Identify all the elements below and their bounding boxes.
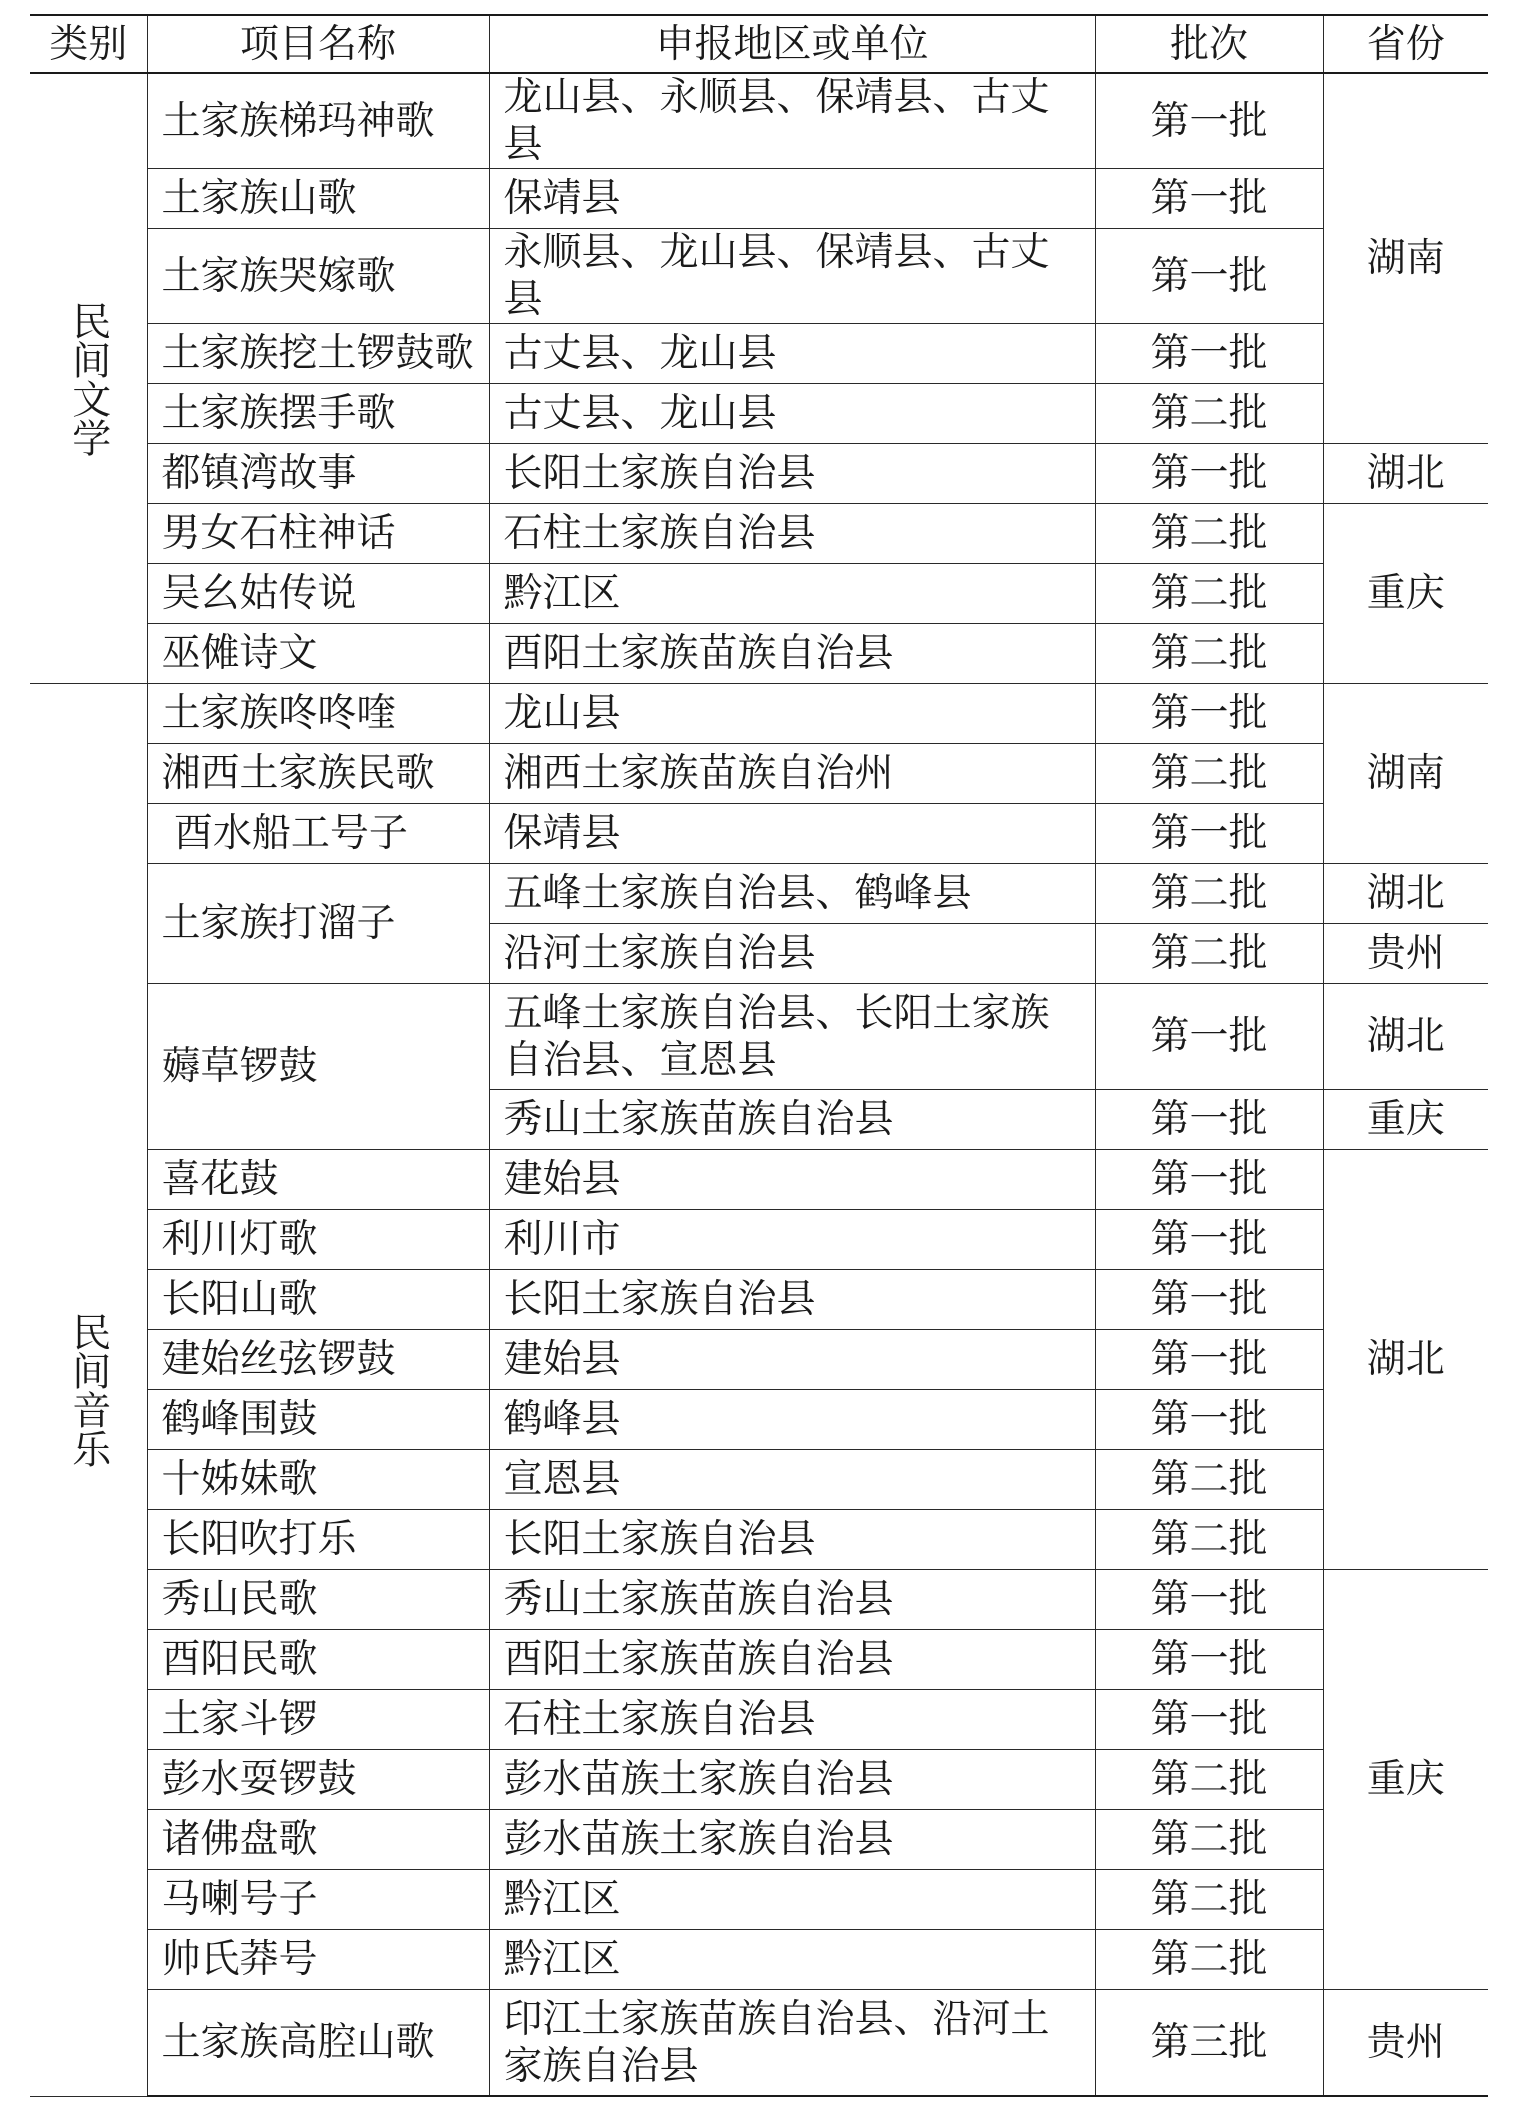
- project-name: 长阳吹打乐: [147, 1510, 489, 1570]
- table-row: [30, 1150, 1488, 1210]
- heritage-table-container: [30, 14, 1488, 2097]
- project-region: 湘西土家族苗族自治州: [489, 744, 1095, 804]
- category-folk-music: [30, 684, 147, 2097]
- project-batch: 第一批: [1095, 229, 1323, 324]
- project-batch: 第一批: [1095, 1690, 1323, 1750]
- province-cell: 贵州: [1323, 924, 1488, 984]
- project-region: 五峰土家族自治县、鹤峰县: [489, 864, 1095, 924]
- project-name: 鹤峰围鼓: [147, 1390, 489, 1450]
- project-region: 龙山县、永顺县、保靖县、古丈县: [489, 73, 1095, 169]
- province-cell: 湖北: [1323, 444, 1488, 504]
- project-name: 帅氏莽号: [147, 1930, 489, 1990]
- project-batch: 第一批: [1095, 1630, 1323, 1690]
- header-category: 类别: [30, 15, 147, 73]
- project-region: 利川市: [489, 1210, 1095, 1270]
- project-region: 永顺县、龙山县、保靖县、古丈县: [489, 229, 1095, 324]
- project-batch: 第二批: [1095, 504, 1323, 564]
- table-row: [30, 504, 1488, 564]
- project-name: 薅草锣鼓: [147, 984, 489, 1150]
- project-batch: 第一批: [1095, 444, 1323, 504]
- project-name: 男女石柱神话: [147, 504, 489, 564]
- project-batch: 第一批: [1095, 804, 1323, 864]
- project-region: 黔江区: [489, 1930, 1095, 1990]
- project-region: 酉阳土家族苗族自治县: [489, 624, 1095, 684]
- project-batch: 第一批: [1095, 1330, 1323, 1390]
- table-row: [30, 169, 1488, 229]
- project-name: 土家族梯玛神歌: [147, 73, 489, 169]
- project-name: 吴幺姑传说: [147, 564, 489, 624]
- table-row: [30, 324, 1488, 384]
- project-batch: 第二批: [1095, 384, 1323, 444]
- table-header-row: [30, 15, 1488, 73]
- project-name: 土家族高腔山歌: [147, 1990, 489, 2097]
- project-batch: 第一批: [1095, 1210, 1323, 1270]
- project-region: 建始县: [489, 1150, 1095, 1210]
- project-name: 秀山民歌: [147, 1570, 489, 1630]
- project-batch: 第一批: [1095, 1570, 1323, 1630]
- project-name: 土家族挖土锣鼓歌: [147, 324, 489, 384]
- project-region: 建始县: [489, 1330, 1095, 1390]
- project-region: 长阳土家族自治县: [489, 444, 1095, 504]
- table-row: [30, 1330, 1488, 1390]
- project-region: 宣恩县: [489, 1450, 1095, 1510]
- table-row: [30, 684, 1488, 744]
- category-label: 民间音乐: [65, 1311, 111, 1468]
- project-batch: 第二批: [1095, 744, 1323, 804]
- project-name: 湘西土家族民歌: [147, 744, 489, 804]
- project-region: 长阳土家族自治县: [489, 1510, 1095, 1570]
- project-region: 石柱土家族自治县: [489, 1690, 1095, 1750]
- table-row: [30, 1930, 1488, 1990]
- table-row: [30, 73, 1488, 169]
- project-region: 酉阳土家族苗族自治县: [489, 1630, 1095, 1690]
- project-batch: 第一批: [1095, 984, 1323, 1090]
- project-name: 酉水船工号子: [147, 804, 489, 864]
- project-name: 土家族哭嫁歌: [147, 229, 489, 324]
- project-name: 土家斗锣: [147, 1690, 489, 1750]
- table-row: [30, 1810, 1488, 1870]
- table-row: [30, 229, 1488, 324]
- project-batch: 第一批: [1095, 684, 1323, 744]
- project-region: 保靖县: [489, 804, 1095, 864]
- project-name: 土家族咚咚喹: [147, 684, 489, 744]
- province-cell: 重庆: [1323, 1570, 1488, 1990]
- project-batch: 第二批: [1095, 1810, 1323, 1870]
- header-province: 省份: [1323, 15, 1488, 73]
- project-name: 土家族打溜子: [147, 864, 489, 984]
- province-cell: 湖北: [1323, 1150, 1488, 1570]
- province-cell: 湖南: [1323, 73, 1488, 444]
- province-cell: 重庆: [1323, 1090, 1488, 1150]
- project-region: 保靖县: [489, 169, 1095, 229]
- project-name: 彭水耍锣鼓: [147, 1750, 489, 1810]
- table-row: [30, 1510, 1488, 1570]
- header-region: 申报地区或单位: [489, 15, 1095, 73]
- table-row: [30, 744, 1488, 804]
- project-region: 秀山土家族苗族自治县: [489, 1090, 1095, 1150]
- project-region: 彭水苗族土家族自治县: [489, 1810, 1095, 1870]
- table-row: [30, 1210, 1488, 1270]
- table-row: [30, 384, 1488, 444]
- project-name: 都镇湾故事: [147, 444, 489, 504]
- project-region: 沿河土家族自治县: [489, 924, 1095, 984]
- header-batch: 批次: [1095, 15, 1323, 73]
- project-region: 长阳土家族自治县: [489, 1270, 1095, 1330]
- project-name: 长阳山歌: [147, 1270, 489, 1330]
- project-batch: 第二批: [1095, 1930, 1323, 1990]
- project-batch: 第二批: [1095, 1750, 1323, 1810]
- project-batch: 第二批: [1095, 564, 1323, 624]
- table-row: [30, 864, 1488, 924]
- category-folk-literature: [30, 73, 147, 684]
- table-row: [30, 624, 1488, 684]
- project-region: 黔江区: [489, 1870, 1095, 1930]
- project-batch: 第一批: [1095, 169, 1323, 229]
- project-region: 印江土家族苗族自治县、沿河土家族自治县: [489, 1990, 1095, 2097]
- project-region: 黔江区: [489, 564, 1095, 624]
- table-row: [30, 1690, 1488, 1750]
- project-region: 五峰土家族自治县、长阳土家族自治县、宣恩县: [489, 984, 1095, 1090]
- project-batch: 第一批: [1095, 324, 1323, 384]
- project-batch: 第一批: [1095, 1090, 1323, 1150]
- project-name: 诸佛盘歌: [147, 1810, 489, 1870]
- project-name: 土家族摆手歌: [147, 384, 489, 444]
- project-batch: 第一批: [1095, 1150, 1323, 1210]
- project-batch: 第一批: [1095, 1270, 1323, 1330]
- table-row: [30, 1630, 1488, 1690]
- project-region: 古丈县、龙山县: [489, 384, 1095, 444]
- project-batch: 第一批: [1095, 1390, 1323, 1450]
- project-batch: 第二批: [1095, 864, 1323, 924]
- project-batch: 第二批: [1095, 1510, 1323, 1570]
- project-region: 彭水苗族土家族自治县: [489, 1750, 1095, 1810]
- table-row: [30, 444, 1488, 504]
- project-region: 石柱土家族自治县: [489, 504, 1095, 564]
- project-name: 酉阳民歌: [147, 1630, 489, 1690]
- province-cell: 重庆: [1323, 504, 1488, 684]
- header-project-name: 项目名称: [147, 15, 489, 73]
- project-batch: 第二批: [1095, 624, 1323, 684]
- table-row: [30, 804, 1488, 864]
- province-cell: 湖北: [1323, 864, 1488, 924]
- project-batch: 第三批: [1095, 1990, 1323, 2097]
- table-row: [30, 1990, 1488, 2097]
- project-batch: 第一批: [1095, 73, 1323, 169]
- table-row: [30, 564, 1488, 624]
- project-region: 鹤峰县: [489, 1390, 1095, 1450]
- project-name: 马喇号子: [147, 1870, 489, 1930]
- table-row: [30, 984, 1488, 1090]
- table-row: [30, 1390, 1488, 1450]
- project-name: 土家族山歌: [147, 169, 489, 229]
- project-region: 古丈县、龙山县: [489, 324, 1095, 384]
- table-row: [30, 1270, 1488, 1330]
- province-cell: 湖南: [1323, 684, 1488, 864]
- project-name: 建始丝弦锣鼓: [147, 1330, 489, 1390]
- province-cell: 湖北: [1323, 984, 1488, 1090]
- project-region: 秀山土家族苗族自治县: [489, 1570, 1095, 1630]
- table-row: [30, 1570, 1488, 1630]
- heritage-projects-table: [30, 14, 1488, 2097]
- project-batch: 第二批: [1095, 1450, 1323, 1510]
- project-name: 喜花鼓: [147, 1150, 489, 1210]
- project-name: 利川灯歌: [147, 1210, 489, 1270]
- project-region: 龙山县: [489, 684, 1095, 744]
- category-label: 民间文学: [65, 300, 111, 457]
- project-name: 十姊妹歌: [147, 1450, 489, 1510]
- table-row: [30, 1450, 1488, 1510]
- table-row: [30, 1750, 1488, 1810]
- province-cell: 贵州: [1323, 1990, 1488, 2097]
- project-batch: 第二批: [1095, 924, 1323, 984]
- table-row: [30, 1870, 1488, 1930]
- project-name: 巫傩诗文: [147, 624, 489, 684]
- project-batch: 第二批: [1095, 1870, 1323, 1930]
